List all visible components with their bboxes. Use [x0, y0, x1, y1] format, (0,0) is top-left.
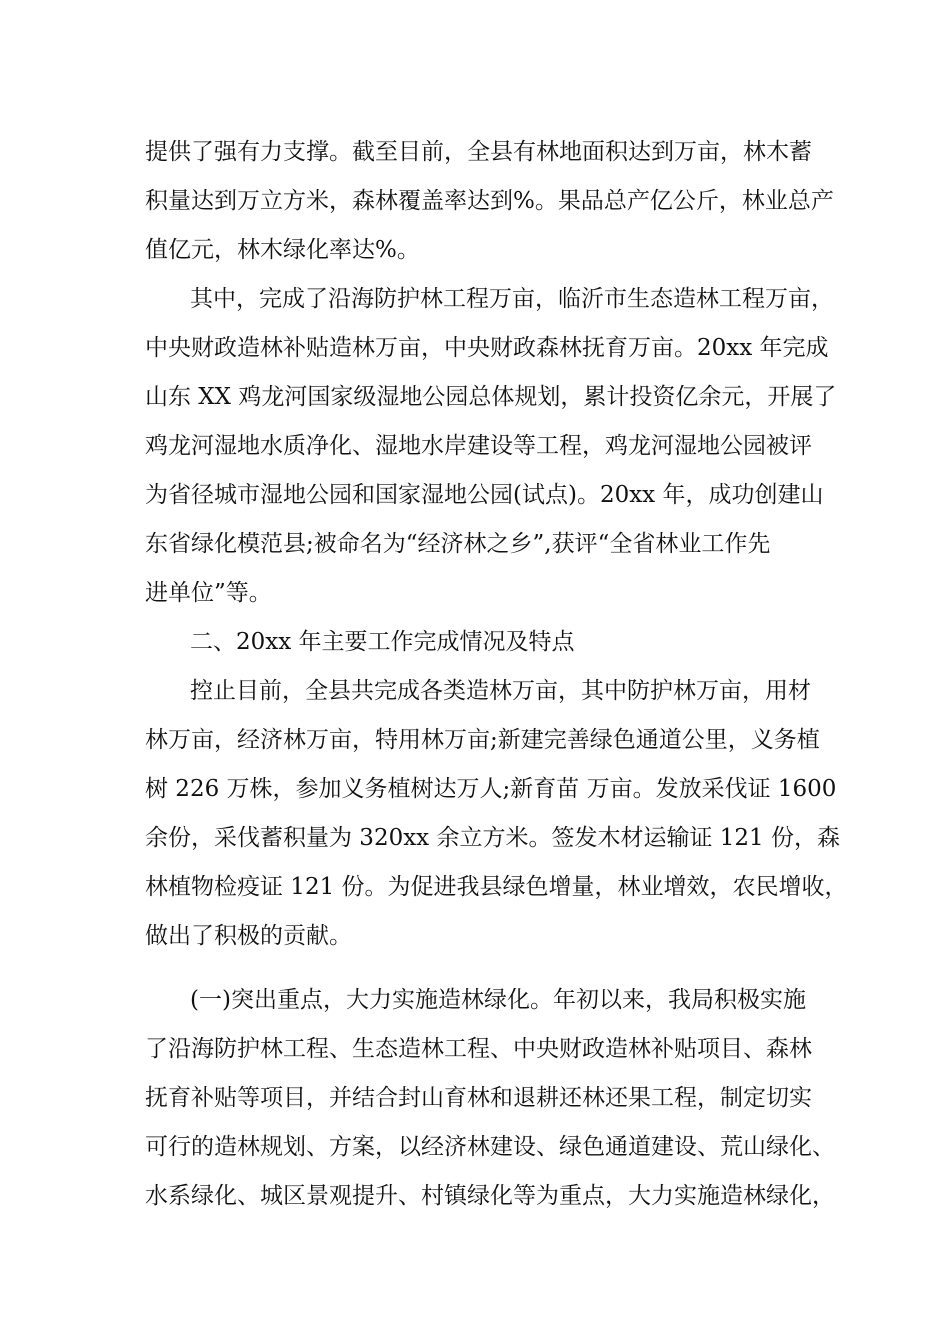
text-line: 积量达到万立方米，森林覆盖率达到%。果品总产亿公斤，林业总产	[145, 188, 834, 214]
text-line: 林植物检疫证 121 份。为促进我县绿色增量，林业增效，农民增收，	[145, 874, 848, 900]
text-line: 做出了积极的贡献。	[145, 923, 352, 949]
text-line: 了沿海防护林工程、生态造林工程、中央财政造林补贴项目、森林	[145, 1036, 812, 1062]
text-line: 抚育补贴等项目，并结合封山育林和退耕还林还果工程，制定切实	[145, 1085, 812, 1111]
text-line: 树 226 万株，参加义务植树达万人;新育苗 万亩。发放采伐证 1600	[145, 776, 837, 802]
paragraph-first-line: 控止目前，全县共完成各类造林万亩，其中防护林万亩，用材	[190, 678, 811, 704]
text-line: 值亿元，林木绿化率达%。	[145, 237, 420, 263]
text-line: 为省径城市湿地公园和国家湿地公园(试点)。20xx 年，成功创建山	[145, 482, 824, 508]
text-line: 林万亩，经济林万亩，特用林万亩;新建完善绿色通道公里，义务植	[145, 727, 820, 753]
text-line: 水系绿化、城区景观提升、村镇绿化等为重点，大力实施造林绿化，	[145, 1183, 835, 1209]
paragraph-first-line: 其中，完成了沿海防护林工程万亩，临沂市生态造林工程万亩，	[190, 286, 834, 312]
paragraph-first-line: (一)突出重点，大力实施造林绿化。年初以来，我局积极实施	[190, 987, 806, 1013]
section-heading: 二、20xx 年主要工作完成情况及特点	[190, 629, 575, 655]
text-line: 鸡龙河湿地水质净化、湿地水岸建设等工程，鸡龙河湿地公园被评	[145, 433, 812, 459]
text-line: 提供了强有力支撑。截至目前，全县有林地面积达到万亩，林木蓄	[145, 139, 812, 165]
text-line: 余份，采伐蓄积量为 320xx 余立方米。签发木材运输证 121 份，森	[145, 825, 840, 851]
text-line: 可行的造林规划、方案，以经济林建设、绿色通道建设、荒山绿化、	[145, 1134, 835, 1160]
text-line: 进单位”等。	[145, 580, 272, 606]
text-line: 山东 XX 鸡龙河国家级湿地公园总体规划，累计投资亿余元，开展了	[145, 384, 837, 410]
text-line: 中央财政造林补贴造林万亩，中央财政森林抚育万亩。20xx 年完成	[145, 335, 829, 361]
text-line: 东省绿化模范县;被命名为“经济林之乡”,获评“全省林业工作先	[145, 531, 771, 557]
